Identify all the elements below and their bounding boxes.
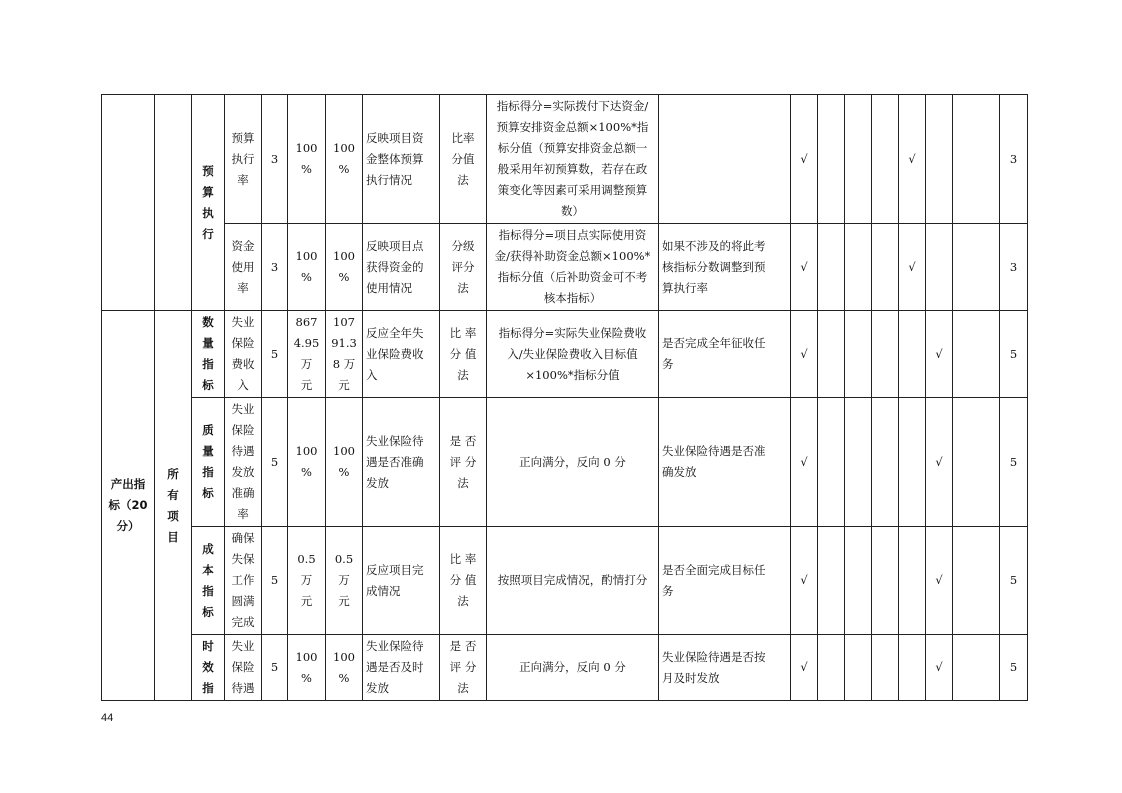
- score: 3: [1000, 95, 1028, 224]
- scoring-formula: 正向满分，反向 0 分: [487, 635, 659, 701]
- indicator-name: 失业 保险 待遇 发放 准确 率: [225, 398, 262, 527]
- note: 失业保险待遇是否准 确发放: [659, 398, 791, 527]
- group-label-quantity: 数 量 指 标: [192, 311, 225, 398]
- check-mark: √: [926, 527, 953, 635]
- empty-cell: [845, 95, 872, 224]
- actual-value: 107 91.3 8 万 元: [326, 311, 363, 398]
- weight: 5: [262, 311, 288, 398]
- actual-value: 100 %: [326, 398, 363, 527]
- empty-cell: [926, 224, 953, 311]
- empty-cell: [872, 635, 899, 701]
- empty-cell: [899, 398, 926, 527]
- empty-cell: [845, 398, 872, 527]
- scoring-formula: 指标得分=项目点实际使用资 金/获得补助资金总额×100%* 指标分值（后补助资金可不考 核本指标）: [487, 224, 659, 311]
- scoring-formula: 正向满分，反向 0 分: [487, 398, 659, 527]
- indicator-description: 反应全年失 业保险费收 入: [363, 311, 440, 398]
- group-label-output: 产出指 标（20 分）: [102, 311, 155, 701]
- actual-value: 100 %: [326, 635, 363, 701]
- indicator-description: 反映项目点 获得资金的 使用情况: [363, 224, 440, 311]
- weight: 5: [262, 527, 288, 635]
- empty-cell: [872, 95, 899, 224]
- group-label-cost: 成 本 指 标: [192, 527, 225, 635]
- check-mark: √: [926, 398, 953, 527]
- table-row: [102, 311, 1028, 398]
- target-value: 100 %: [288, 635, 326, 701]
- scoring-formula: 指标得分=实际拨付下达资金/ 预算安排资金总额×100%*指 标分值（预算安排资金总额一 般采用年初预算数，若存在政 策变化等因素可采用调整预算 数）: [487, 95, 659, 224]
- empty-cell: [155, 95, 192, 311]
- actual-value: 0.5 万 元: [326, 527, 363, 635]
- indicator-name: 失业 保险 待遇: [225, 635, 262, 701]
- scoring-method: 比 率 分 值 法: [440, 527, 487, 635]
- group-label-all-projects: 所 有 项 目: [155, 311, 192, 701]
- empty-cell: [818, 95, 845, 224]
- evaluation-table: [101, 94, 1028, 701]
- actual-value: 100 %: [326, 95, 363, 224]
- empty-cell: [953, 311, 1000, 398]
- scoring-method: 比 率 分 值 法: [440, 311, 487, 398]
- indicator-description: 失业保险待 遇是否及时 发放: [363, 635, 440, 701]
- target-value: 100 %: [288, 95, 326, 224]
- score: 3: [1000, 224, 1028, 311]
- indicator-name: 失业 保险 费收 入: [225, 311, 262, 398]
- empty-cell: [953, 635, 1000, 701]
- empty-cell: [102, 95, 155, 311]
- scoring-formula: 指标得分=实际失业保险费收 入/失业保险费收入目标值 ×100%*指标分值: [487, 311, 659, 398]
- check-mark: √: [899, 224, 926, 311]
- table-row: [102, 635, 1028, 701]
- group-label-budget: 预 算 执 行: [192, 95, 225, 311]
- actual-value: 100 %: [326, 224, 363, 311]
- note: 是否全面完成目标任 务: [659, 527, 791, 635]
- page-number: 44: [101, 712, 114, 724]
- note: [659, 95, 791, 224]
- empty-cell: [818, 224, 845, 311]
- weight: 5: [262, 635, 288, 701]
- empty-cell: [818, 527, 845, 635]
- indicator-description: 失业保险待 遇是否准确 发放: [363, 398, 440, 527]
- check-mark: √: [926, 635, 953, 701]
- check-mark: √: [926, 311, 953, 398]
- check-mark: √: [791, 635, 818, 701]
- weight: 5: [262, 398, 288, 527]
- check-mark: √: [791, 224, 818, 311]
- scoring-method: 比率 分值 法: [440, 95, 487, 224]
- check-mark: √: [899, 95, 926, 224]
- note: 如果不涉及的将此考 核指标分数调整到预 算执行率: [659, 224, 791, 311]
- empty-cell: [818, 398, 845, 527]
- empty-cell: [872, 398, 899, 527]
- empty-cell: [899, 311, 926, 398]
- empty-cell: [872, 311, 899, 398]
- indicator-name: 资金 使用 率: [225, 224, 262, 311]
- target-value: 0.5 万 元: [288, 527, 326, 635]
- table-row: [102, 398, 1028, 527]
- scoring-formula: 按照项目完成情况，酌情打分: [487, 527, 659, 635]
- check-mark: √: [791, 527, 818, 635]
- empty-cell: [953, 224, 1000, 311]
- table-row: [102, 224, 1028, 311]
- table-row: [102, 527, 1028, 635]
- scoring-method: 是 否 评 分 法: [440, 635, 487, 701]
- check-mark: √: [791, 95, 818, 224]
- score: 5: [1000, 635, 1028, 701]
- empty-cell: [818, 311, 845, 398]
- group-label-quality: 质 量 指 标: [192, 398, 225, 527]
- table-row: [102, 95, 1028, 224]
- target-value: 100 %: [288, 398, 326, 527]
- empty-cell: [872, 527, 899, 635]
- note: 是否完成全年征收任 务: [659, 311, 791, 398]
- indicator-description: 反应项目完 成情况: [363, 527, 440, 635]
- empty-cell: [899, 635, 926, 701]
- empty-cell: [953, 527, 1000, 635]
- indicator-name: 确保 失保 工作 圆满 完成: [225, 527, 262, 635]
- indicator-name: 预算执行率: [225, 95, 262, 224]
- check-mark: √: [791, 311, 818, 398]
- empty-cell: [926, 95, 953, 224]
- empty-cell: [872, 224, 899, 311]
- empty-cell: [953, 398, 1000, 527]
- score: 5: [1000, 527, 1028, 635]
- weight: 3: [262, 95, 288, 224]
- group-label-timeliness: 时 效 指: [192, 635, 225, 701]
- empty-cell: [845, 311, 872, 398]
- empty-cell: [953, 95, 1000, 224]
- weight: 3: [262, 224, 288, 311]
- empty-cell: [818, 635, 845, 701]
- target-value: 100 %: [288, 224, 326, 311]
- empty-cell: [845, 224, 872, 311]
- score: 5: [1000, 398, 1028, 527]
- empty-cell: [845, 635, 872, 701]
- scoring-method: 是 否 评 分 法: [440, 398, 487, 527]
- note: 失业保险待遇是否按 月及时发放: [659, 635, 791, 701]
- target-value: 867 4.95 万 元: [288, 311, 326, 398]
- empty-cell: [899, 527, 926, 635]
- score: 5: [1000, 311, 1028, 398]
- empty-cell: [845, 527, 872, 635]
- check-mark: √: [791, 398, 818, 527]
- scoring-method: 分级 评分 法: [440, 224, 487, 311]
- indicator-description: 反映项目资 金整体预算 执行情况: [363, 95, 440, 224]
